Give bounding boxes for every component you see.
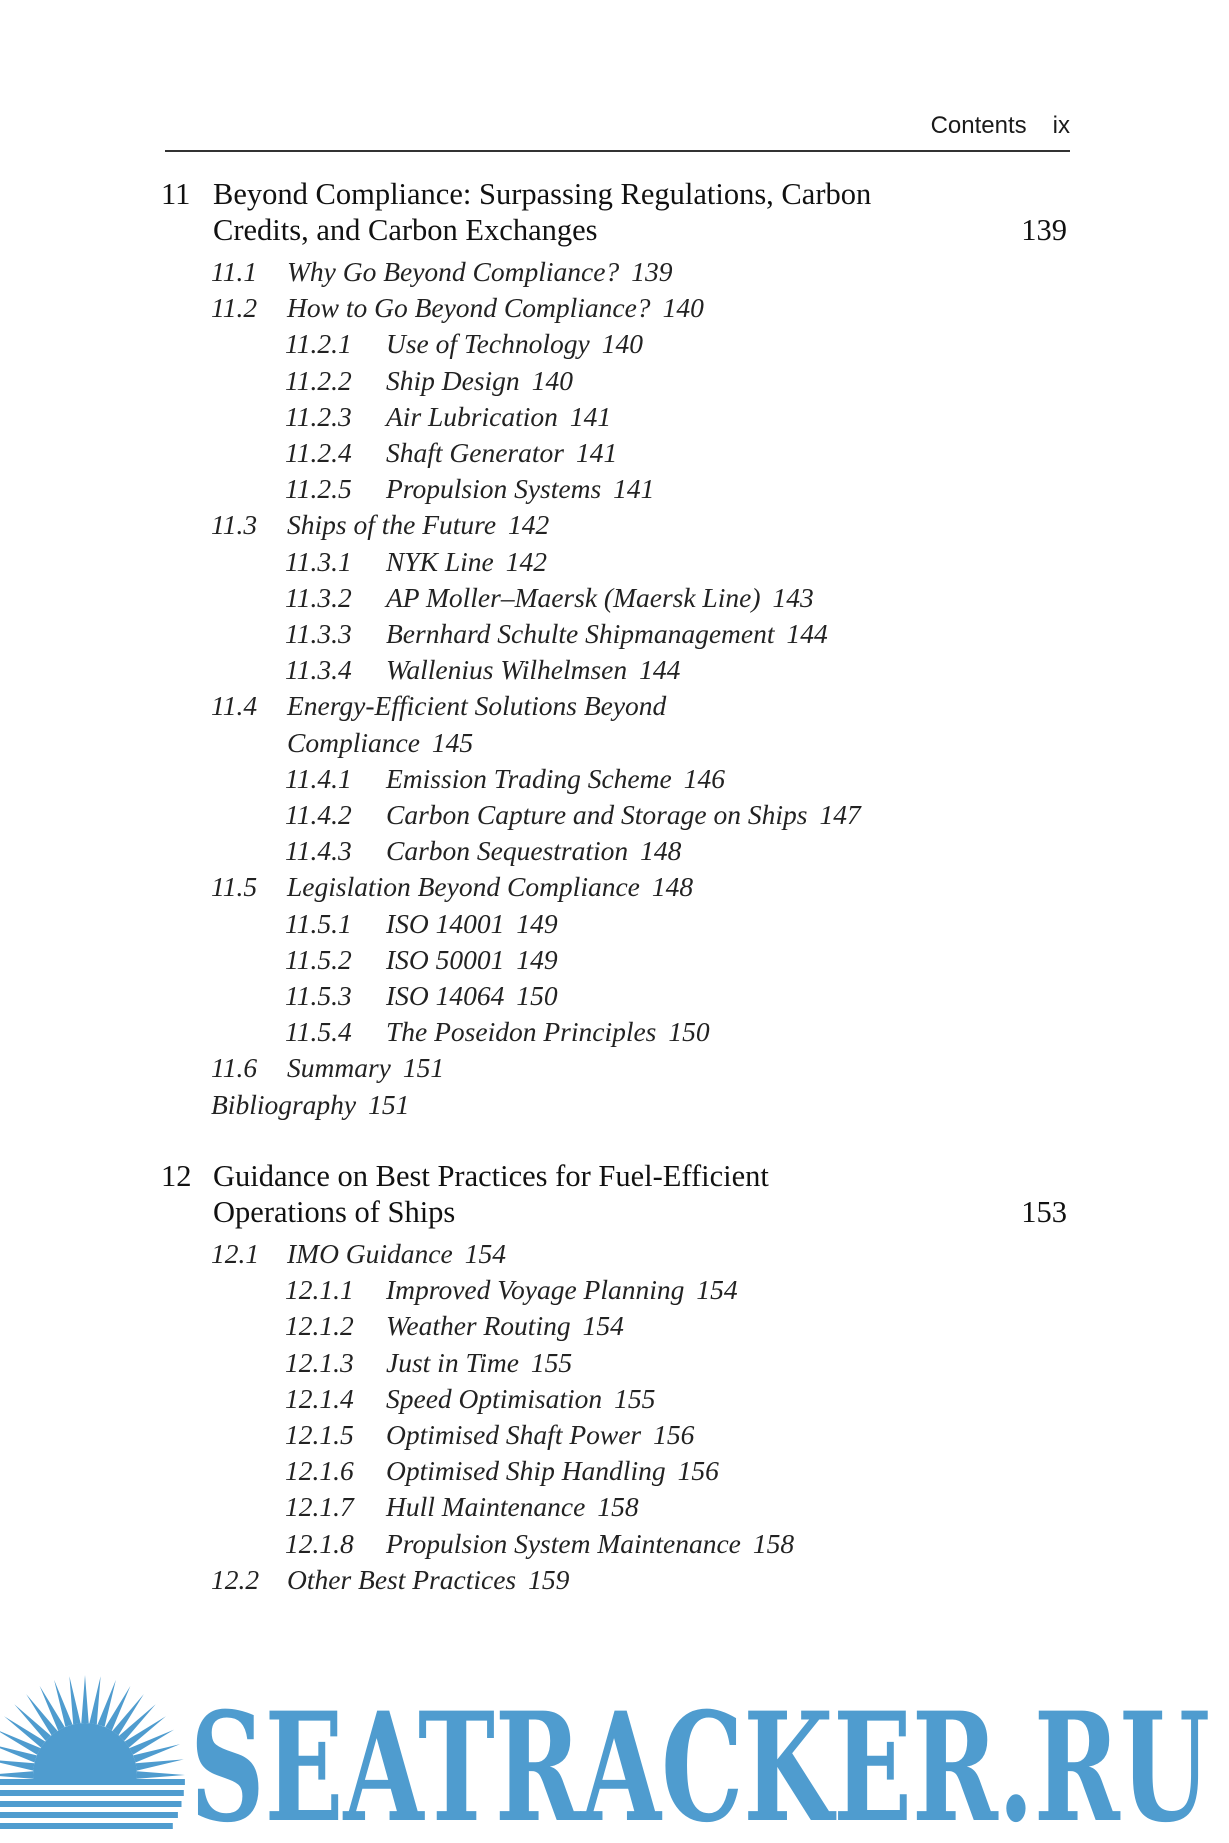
header-page-number: ix [1052, 112, 1070, 139]
toc-entry [161, 1381, 1070, 1417]
entry-page: 141 [575, 437, 618, 469]
toc-entry [161, 906, 1070, 942]
entry-title: NYK Line [386, 545, 494, 577]
entry-page: 141 [569, 400, 612, 432]
chapter-page-number: 153 [1021, 1195, 1067, 1229]
entry-number: 12.1.6 [285, 1455, 354, 1487]
entry-number: 12.1.2 [285, 1310, 354, 1342]
entry-page: 155 [530, 1346, 573, 1378]
entry-page: 150 [516, 980, 558, 1012]
entry-page: 148 [640, 835, 682, 867]
entry-number: 11.1 [211, 256, 258, 287]
entry-number: 11.5.3 [285, 980, 352, 1012]
entry-title: Speed Optimisation [386, 1382, 603, 1414]
toc-entry [161, 688, 1070, 724]
toc-entry [161, 1489, 1070, 1525]
entry-number: 11.5.4 [285, 1016, 352, 1048]
watermark-logo [0, 1660, 1229, 1843]
sun-water-gap [0, 1785, 185, 1790]
toc-entry [161, 471, 1070, 507]
toc-entry [161, 1417, 1070, 1453]
entry-page: 154 [582, 1310, 624, 1342]
entry-number: 11.3.3 [285, 618, 352, 650]
entry-page: 149 [516, 943, 558, 975]
sun-water-stripe [0, 1790, 184, 1796]
entry-number: 11.2.4 [285, 437, 352, 469]
toc-entries [161, 1236, 1070, 1598]
entry-number: 12.1.8 [285, 1527, 354, 1559]
entry-page: 155 [614, 1382, 656, 1414]
toc-entry [161, 1308, 1070, 1344]
toc-entry [161, 435, 1070, 471]
toc-entry [161, 326, 1070, 362]
sun-water-gap [0, 1818, 178, 1823]
entry-page: 154 [464, 1238, 506, 1269]
toc-entry [161, 290, 1070, 326]
entry-number: 11.4.2 [285, 799, 352, 831]
toc-entry [161, 978, 1070, 1014]
entry-page: 158 [597, 1491, 639, 1523]
chapter-12 [161, 1158, 1070, 1598]
entry-number: 12.1 [211, 1238, 260, 1269]
toc-entry-continuation [161, 725, 1070, 761]
toc-entry [161, 1050, 1070, 1086]
entry-page: 142 [505, 545, 547, 577]
chapter-title [161, 1158, 1070, 1230]
entry-number: 11.5 [211, 871, 258, 903]
entry-title: ISO 14001 [386, 907, 505, 939]
toc-entry [161, 399, 1070, 435]
entry-title: Hull Maintenance [386, 1491, 586, 1523]
entry-page: 140 [662, 292, 704, 324]
entry-title: Bibliography [211, 1088, 357, 1120]
toc-entry [161, 652, 1070, 688]
entry-page: 150 [668, 1016, 710, 1048]
entry-number: 11.2.3 [285, 400, 352, 432]
entry-number: 12.1.1 [285, 1274, 354, 1306]
toc-entry [161, 1453, 1070, 1489]
entry-page: 140 [601, 328, 643, 360]
running-header [165, 108, 1070, 152]
chapter-11 [161, 176, 1070, 1123]
chapter-number: 11 [161, 177, 191, 211]
watermark-text: SEATRACKER.RU [190, 1680, 1210, 1843]
entry-number: 11.2.1 [285, 328, 352, 360]
entry-page: 143 [772, 581, 814, 613]
toc-entry [161, 833, 1070, 869]
sun-water-stripe [0, 1779, 185, 1785]
toc-entry [161, 1562, 1070, 1598]
toc-entry [161, 507, 1070, 543]
header-label: Contents [930, 112, 1027, 139]
chapter-title-line-1: Guidance on Best Practices for Fuel-Efficient [213, 1159, 769, 1193]
entry-page: 141 [613, 473, 655, 505]
entry-title: AP Moller–Maersk (Maersk Line) [386, 581, 761, 613]
sun-water-stripe [0, 1812, 178, 1818]
entry-number: 11.5.1 [285, 907, 352, 939]
entry-page: 148 [651, 871, 694, 903]
entry-page: 147 [819, 799, 861, 831]
entry-number: 12.1.3 [285, 1346, 354, 1378]
entry-title: Optimised Shaft Power [386, 1419, 642, 1451]
toc-entry [161, 1272, 1070, 1308]
entry-page: 156 [653, 1419, 695, 1451]
entry-number: 11.2.2 [285, 364, 352, 396]
toc-entry [161, 1014, 1070, 1050]
entry-title: Summary [287, 1052, 391, 1084]
entry-number: 11.3.2 [285, 581, 352, 613]
entry-page: 151 [368, 1088, 410, 1120]
chapter-title-line-2: Credits, and Carbon Exchanges [213, 213, 598, 247]
entry-number: 12.1.7 [285, 1491, 354, 1523]
entry-number: 12.2 [211, 1563, 260, 1595]
entry-title: Carbon Capture and Storage on Ships [386, 799, 808, 831]
entry-page: 159 [528, 1563, 570, 1595]
entry-page: 146 [683, 762, 725, 794]
chapter-title [161, 176, 1070, 248]
entry-title-continued: Compliance [287, 726, 420, 758]
entry-title: ISO 14064 [386, 980, 505, 1012]
entry-number: 11.2.5 [285, 473, 352, 505]
entry-title: Use of Technology [386, 328, 590, 360]
toc-entry [161, 761, 1070, 797]
entry-page: 144 [786, 618, 828, 650]
entry-title: Propulsion System Maintenance [386, 1527, 741, 1559]
entry-page: 139 [631, 256, 673, 287]
entry-page: 151 [402, 1052, 445, 1084]
entry-title: Weather Routing [386, 1310, 571, 1342]
entry-number: 11.4 [211, 690, 258, 722]
toc-entry [161, 1526, 1070, 1562]
entry-title: Bernhard Schulte Shipmanagement [386, 618, 775, 650]
entry-title: Energy-Efficient Solutions Beyond [287, 690, 667, 722]
sun-icon [0, 1675, 185, 1834]
toc-entry [161, 942, 1070, 978]
entry-title: Air Lubrication [386, 400, 558, 432]
chapter-title-line-1: Beyond Compliance: Surpassing Regulations, Carbon [213, 177, 872, 211]
entry-title: Just in Time [386, 1346, 519, 1378]
entry-number: 11.3.1 [285, 545, 352, 577]
entry-page: 154 [696, 1274, 738, 1306]
entry-number: 11.3.4 [285, 654, 352, 686]
entry-number: 12.1.4 [285, 1382, 354, 1414]
entry-number: 11.3 [211, 509, 258, 541]
toc-entries [161, 254, 1070, 1123]
entry-number: 11.4.1 [285, 762, 352, 794]
sun-water-stripe [0, 1801, 182, 1807]
entry-title: Improved Voyage Planning [386, 1274, 685, 1306]
entry-page: 140 [531, 364, 573, 396]
entry-title: Ship Design [386, 364, 520, 396]
entry-page: 156 [677, 1455, 719, 1487]
sun-water-stripe [0, 1823, 173, 1829]
entry-title: The Poseidon Principles [386, 1016, 657, 1048]
entry-page: 142 [508, 509, 550, 541]
entry-title: ISO 50001 [386, 943, 505, 975]
entry-title: Wallenius Wilhelmsen [386, 654, 628, 686]
entry-title: Shaft Generator [386, 437, 564, 469]
toc-entry [161, 797, 1070, 833]
entry-number: 11.6 [211, 1052, 258, 1084]
entry-page: 145 [431, 726, 474, 758]
entry-title: How to Go Beyond Compliance? [287, 292, 651, 324]
entry-title: Propulsion Systems [386, 473, 602, 505]
entry-title: Ships of the Future [287, 509, 497, 541]
entry-number: 11.4.3 [285, 835, 352, 867]
toc-entry [161, 254, 1070, 290]
entry-number: 11.5.2 [285, 943, 352, 975]
toc-entry [161, 363, 1070, 399]
toc-entry [161, 1087, 1070, 1123]
header-text [931, 112, 1070, 140]
toc-entry [161, 544, 1070, 580]
sun-water-gap [0, 1796, 184, 1801]
toc-entry [161, 1236, 1070, 1272]
entry-page: 158 [752, 1527, 795, 1559]
chapter-number: 12 [161, 1159, 192, 1193]
entry-number: 11.2 [211, 292, 258, 324]
sun-water-gap [0, 1829, 173, 1834]
entry-title: Why Go Beyond Compliance? [287, 256, 620, 287]
entry-title: IMO Guidance [287, 1238, 453, 1269]
toc-entry [161, 616, 1070, 652]
entry-title: Carbon Sequestration [386, 835, 629, 867]
entry-number: 12.1.5 [285, 1419, 354, 1451]
toc-entry [161, 869, 1070, 905]
chapter-title-line-2: Operations of Ships [213, 1195, 456, 1229]
toc-entry [161, 1345, 1070, 1381]
toc-entry [161, 580, 1070, 616]
chapter-page-number: 139 [1021, 213, 1067, 247]
entry-title: Other Best Practices [287, 1563, 517, 1595]
sun-water-gap [0, 1807, 182, 1812]
entry-page: 149 [516, 907, 558, 939]
entry-title: Legislation Beyond Compliance [287, 871, 640, 903]
entry-page: 144 [639, 654, 681, 686]
entry-title: Emission Trading Scheme [386, 762, 672, 794]
entry-title: Optimised Ship Handling [386, 1455, 666, 1487]
